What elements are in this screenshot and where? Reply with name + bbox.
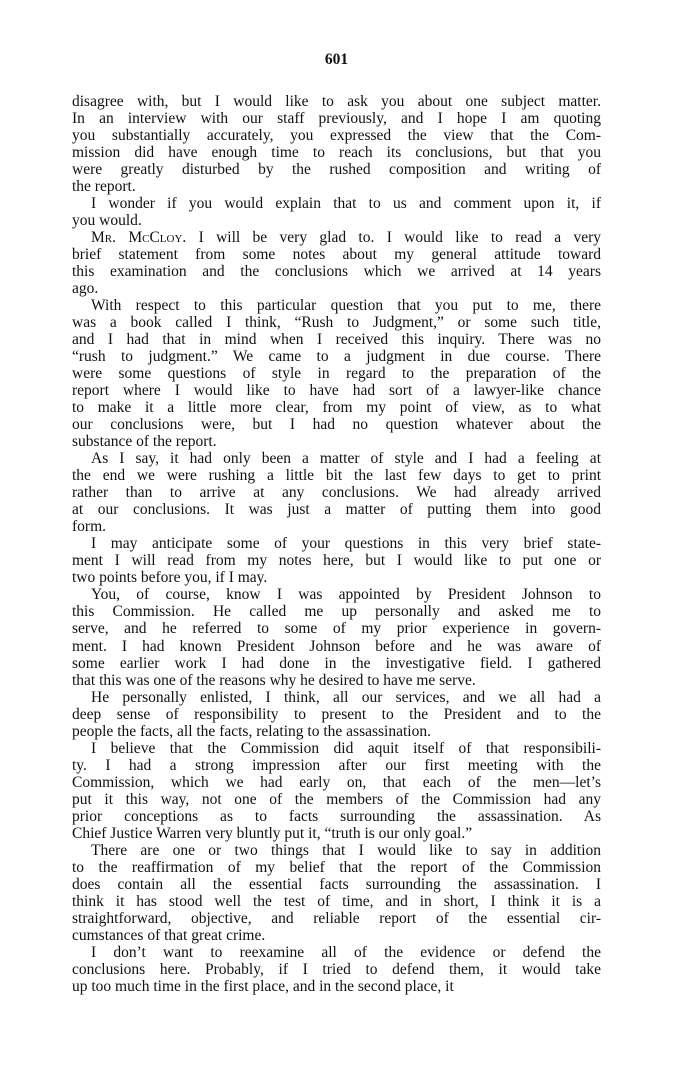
text-line: and I had that in mind when I received this inquiry. There was no (72, 330, 601, 348)
text-line: report where I would like to have had sort of a lawyer-like chance (72, 382, 601, 400)
text-line (72, 229, 601, 246)
paragraph (72, 842, 601, 944)
paragraph (72, 229, 601, 297)
paragraph (72, 93, 601, 195)
text-line: this Commission. He called me up personally and asked me to (72, 603, 601, 621)
text-line: conclusions here. Probably, if I tried to defend them, it would take (72, 961, 601, 979)
text-line: straightforward, objective, and reliable report of the essential cir- (72, 910, 601, 927)
text-line: you substantially accurately, you expressed the view that the Com- (72, 126, 601, 144)
text-line: brief statement from some notes about my general attitude toward (72, 245, 601, 263)
paragraph (72, 944, 601, 995)
text-line: serve, and he referred to some of my prior experience in govern- (72, 620, 601, 638)
text-line: to make it a little more clear, from my point of view, as to what (72, 399, 601, 417)
text-line: ago. (72, 279, 99, 297)
text-line: the end we were rushing a little bit the last few days to get to print (72, 467, 601, 485)
text-line: this examination and the conclusions which we arrived at 14 years (72, 262, 601, 280)
text-line: think it has stood well the test of time, and in short, I think it is a (72, 892, 601, 910)
transcript-body (72, 93, 601, 996)
text-line: disagree with, but I would like to ask you about one subject matter. (72, 92, 601, 110)
page-number: 601 (324, 51, 349, 68)
text-line: In an interview with our staff previously, and I hope I am quoting (72, 109, 601, 127)
text-line: two points before you, if I may. (72, 569, 268, 587)
text-line: With respect to this particular question that you put to me, there (91, 296, 601, 314)
text-line: mission did have enough time to reach its conclusions, but that you (72, 143, 601, 161)
text-line: put it this way, not one of the members of the Commission had any (72, 790, 601, 808)
text-line: I don’t want to reexamine all of the evidence or defend the (91, 944, 601, 962)
text-line: form. (72, 518, 107, 536)
paragraph (72, 195, 601, 229)
text-line: ty. I had a strong impression after our first meeting with the (72, 756, 601, 774)
text-line: were some questions of style in regard to the preparation of the (72, 365, 601, 382)
text-line: the report. (72, 177, 136, 195)
text-line: people the facts, all the facts, relating to the assassination. (72, 722, 431, 740)
paragraph (72, 740, 601, 842)
paragraph (72, 535, 601, 586)
text-line: “rush to judgment.” We came to a judgment in due course. There (72, 347, 601, 365)
text-line: does contain all the essential facts surrounding the assassination. I (72, 875, 601, 893)
text-line: I believe that the Commission did aquit itself of that responsibili- (91, 739, 601, 757)
text-line: substance of the report. (72, 433, 217, 451)
text-line: As I say, it had only been a matter of style and I had a feeling at (91, 450, 601, 468)
paragraph (72, 297, 601, 450)
text-line: some earlier work I had done in the investigative field. I gathered (72, 654, 601, 672)
text-line: Chief Justice Warren very bluntly put it, “truth is our only goal.” (72, 824, 473, 842)
speaker-name: Mr. McCloy. (91, 228, 187, 246)
text-line: ment. I had known President Johnson before and he was aware of (72, 637, 601, 655)
text-line: up too much time in the first place, and in the second place, it (72, 978, 454, 996)
text-line: I may anticipate some of your questions in this very brief state- (91, 535, 601, 553)
text-line: at our conclusions. It was just a matter of putting them into good (72, 501, 601, 519)
text-line: You, of course, know I was appointed by President Johnson to (91, 586, 601, 604)
paragraph (72, 586, 601, 688)
text-line: There are one or two things that I would like to say in addition (91, 841, 601, 859)
text-line: to the reaffirmation of my belief that the report of the Commission (72, 858, 601, 876)
paragraph (72, 689, 601, 740)
paragraph (72, 450, 601, 535)
text-line: rather than to arrive at any conclusions. We had already arrived (72, 484, 601, 502)
text-line: cumstances of that great crime. (72, 927, 266, 945)
text-line: deep sense of responsibility to present to the President and to the (72, 705, 601, 723)
text-line: I wonder if you would explain that to us and comment upon it, if (91, 194, 601, 212)
text-line: were greatly disturbed by the rushed composition and writing of (72, 160, 601, 178)
text-line: He personally enlisted, I think, all our services, and we all had a (91, 688, 601, 706)
text-line: that this was one of the reasons why he desired to have me serve. (72, 671, 476, 689)
text-line: Commission, which we had early on, that each of the men—let’s (72, 773, 601, 791)
text-line: ment I will read from my notes here, but I would like to put one or (72, 552, 601, 570)
text-line: our conclusions were, but I had no question whatever about the (72, 416, 601, 434)
document-page (72, 52, 601, 995)
text-line: prior conceptions as to facts surrounding the assassination. As (72, 807, 601, 825)
text-line: you would. (72, 211, 142, 229)
line-text: I will be very glad to. I would like to read a very (186, 228, 601, 246)
text-line: was a book called I think, “Rush to Judgment,” or some such title, (72, 313, 601, 331)
